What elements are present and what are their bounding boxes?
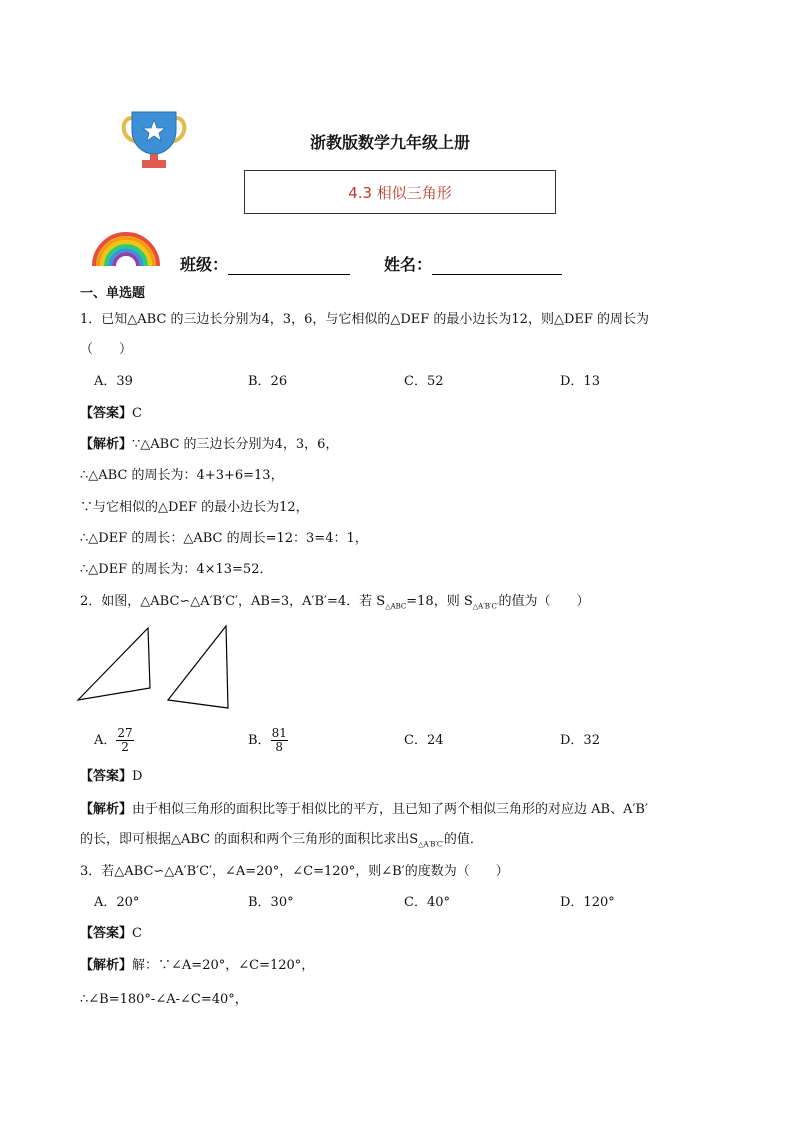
analysis-text: ∵△ABC 的三边长分别为4，3，6， [132,437,339,452]
q1-stem: 1．已知△ABC 的三边长分别为4，3，6，与它相似的△DEF 的最小边长为12，则△DEF 的周长为 [80,312,650,327]
q3-option-c: C．40° [404,895,450,910]
class-label: 班级： [180,255,229,274]
analysis-text: 的长，即可根据△ABC 的面积和两个三角形的面积比求出S [80,832,419,847]
answer-value: C [132,926,142,941]
q2-option-b-fraction [271,727,288,754]
analysis-tag: 【解析】 [80,437,133,452]
q2-analysis-sub: △A′B′C′ [418,840,444,849]
q1-analysis-1 [80,435,338,455]
name-field [384,252,562,275]
q1-analysis-2: ∴△ABC 的周长为：4+3+6=13， [80,468,284,483]
q2-option-a [94,724,134,758]
q3-option-d: D．120° [560,895,615,910]
analysis-tag: 【解析】 [80,802,133,817]
q3-option-a: A．20° [94,895,140,910]
q3-answer [80,924,142,944]
answer-value: D [132,769,143,784]
q2-analysis-1 [80,800,648,820]
q1-option-b: B．26 [248,374,288,389]
q2-option-d: D．32 [560,733,600,748]
q2-stem-post: 的值为（ ） [498,594,590,609]
book-title: 浙教版数学九年级上册 [310,133,471,152]
denominator: 2 [121,740,129,754]
analysis-text: 解：∵∠A=20°，∠C=120°， [132,958,315,973]
q1-answer [80,404,142,424]
section-heading: 一、单选题 [80,286,146,301]
q1-analysis-5: ∴△DEF 的周长为：4×13=52． [80,562,273,577]
q3-stem: 3．若△ABC∽△A′B′C′，∠A=20°，∠C=120°，则∠B′的度数为（ ） [80,864,509,879]
q3-analysis-1 [80,956,314,976]
name-label: 姓名： [384,255,433,274]
q2-sub-abc: △ABC [385,602,407,611]
class-blank [228,256,350,275]
rainbow-icon [90,228,162,268]
q1-option-d: D．13 [560,374,600,389]
triangle-abc [78,628,150,700]
answer-value: C [132,406,142,421]
analysis-tag: 【解析】 [80,958,133,973]
trophy-icon [118,106,190,170]
q2-option-a-label: A． [94,733,117,748]
q1-analysis-3: ∵与它相似的△DEF 的最小边长为12， [80,500,309,515]
denominator: 8 [275,740,284,754]
analysis-text-end: 的值． [443,832,483,847]
q2-option-b [248,724,288,758]
q1-stem-bracket: （ ） [80,342,133,357]
answer-tag: 【答案】 [80,406,133,421]
analysis-text: 由于相似三角形的面积比等于相似比的平方，且已知了两个相似三角形的对应边 AB、A′B′ [132,802,648,817]
q1-analysis-4: ∴△DEF 的周长：△ABC 的周长=12：3=4：1， [80,531,368,546]
q2-figure [74,622,234,714]
q2-answer [80,767,142,787]
numerator: 81 [271,726,287,740]
q2-option-b-label: B． [248,733,271,748]
q2-stem-mid: =18，则 S [406,594,473,609]
q2-stem [80,592,589,617]
q1-option-c: C．52 [404,374,444,389]
q2-sub-abc-prime: △A′B′C′ [472,602,499,611]
triangle-abc-prime [168,626,228,708]
q3-analysis-2: ∴∠B=180°-∠A-∠C=40°， [80,992,248,1007]
q2-stem-pre: 2．如图，△ABC∽△A′B′C′，AB=3，A′B′=4．若 S [80,594,386,609]
lesson-title: 4.3 相似三角形 [244,170,556,214]
answer-tag: 【答案】 [80,769,133,784]
name-blank [432,256,562,275]
answer-tag: 【答案】 [80,926,133,941]
numerator: 27 [117,726,133,740]
q2-option-a-fraction [116,727,133,754]
q2-analysis-2 [80,830,483,855]
q3-option-b: B．30° [248,895,294,910]
class-field [180,252,350,275]
q2-option-c: C．24 [404,733,444,748]
q1-option-a: A．39 [94,374,133,389]
